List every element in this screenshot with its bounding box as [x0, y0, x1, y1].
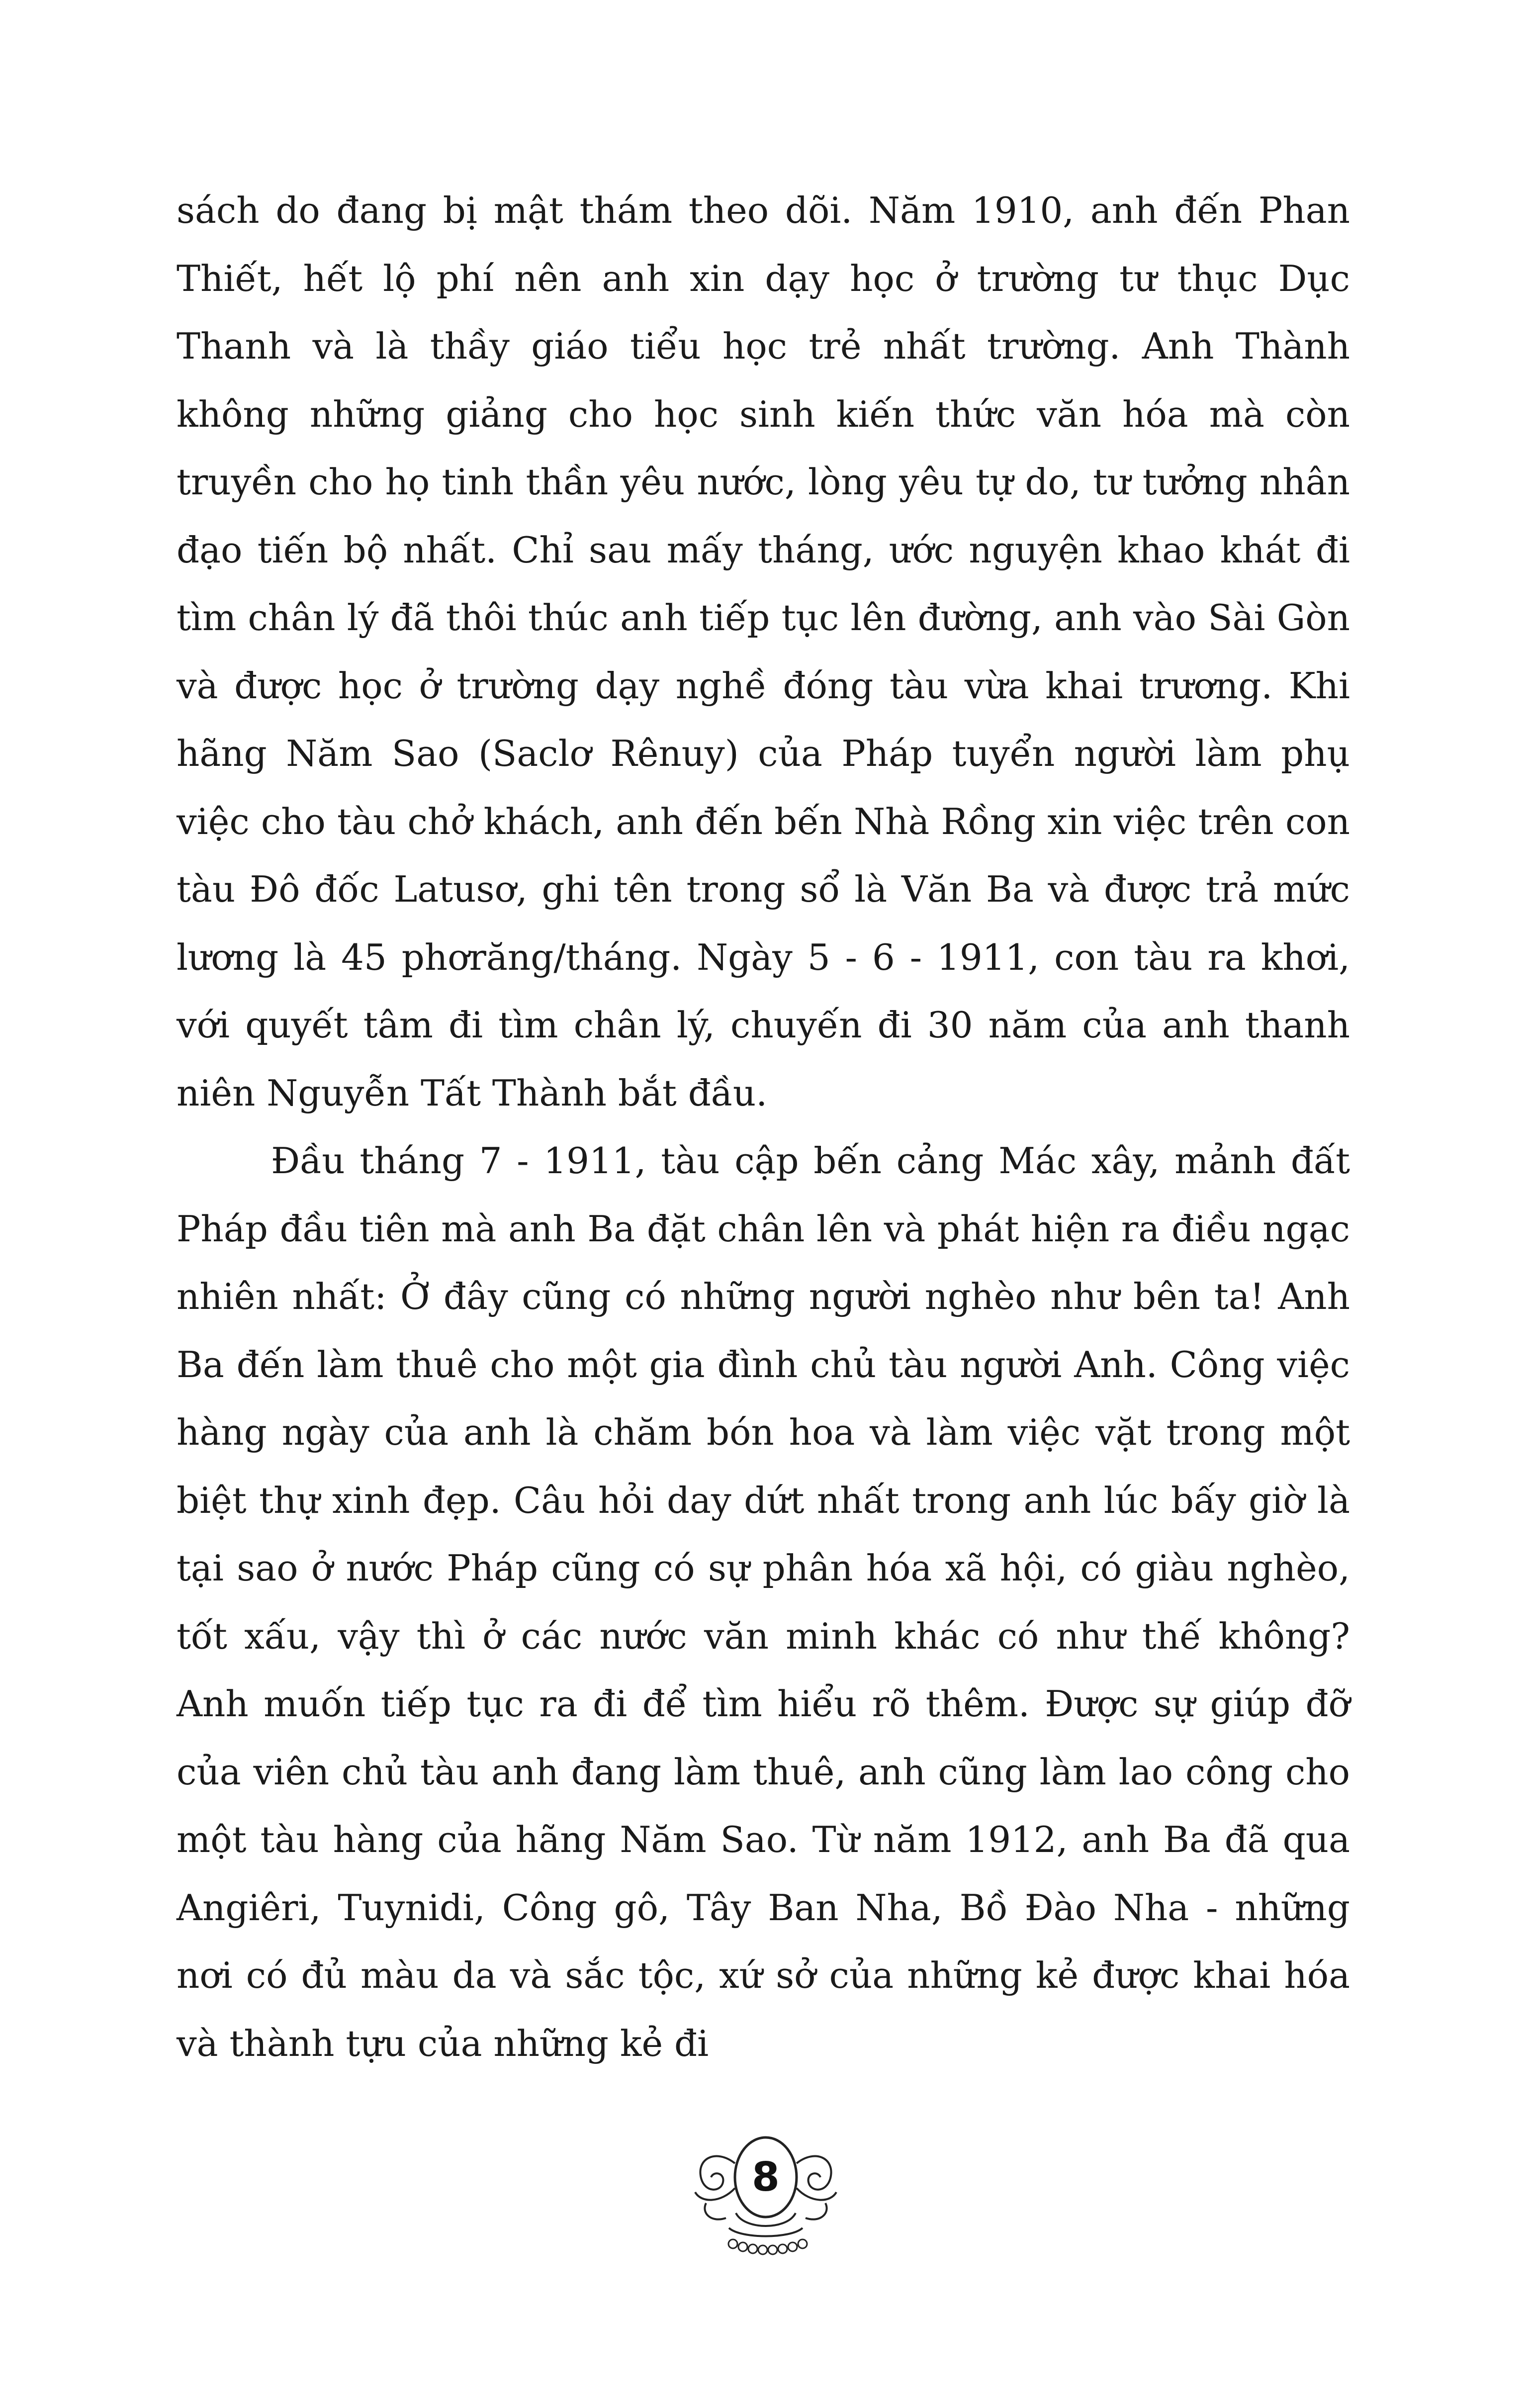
paragraph-2: Đầu tháng 7 - 1911, tàu cập bến cảng Mác xây, mảnh đất Pháp đầu tiên mà anh Ba đặt chân lên và phát hiện ra điều ngạc nhiên nhất: Ở đây cũng có những người nghèo như bên ta! Anh Ba đến làm thuê cho một gia đình chủ tàu người Anh. Công việc hàng ngày của anh là chăm bón hoa và làm việc vặt trong một biệt thự xinh đẹp. Câu hỏi day dứt nhất trong anh lúc bấy giờ là tại sao ở nước Pháp cũng có sự phân hóa xã hội, có giàu nghèo, tốt xấu, vậy thì ở các nước văn minh khác có như thế không? Anh muốn tiếp tục ra đi để tìm hiểu rõ thêm. Được sự giúp đỡ của viên chủ tàu anh đang làm thuê, anh cũng làm lao công cho một tàu hàng của hãng Năm Sao. Từ năm 1912, anh Ba đã qua Angiêri, Tuynidi, Công gô, Tây Ban Nha, Bồ Đào Nha - những nơi có đủ màu da và sắc tộc, xứ sở của những kẻ được khai hóa và thành tựu của những kẻ đi	[177, 1140, 1350, 2064]
paragraph-1: sách do đang bị mật thám theo dõi. Năm 1910, anh đến Phan Thiết, hết lộ phí nên anh xin dạy học ở trường tư thục Dục Thanh và là thầy giáo tiểu học trẻ nhất trường. Anh Thành không những giảng cho học sinh kiến thức văn hóa mà còn truyền cho họ tinh thần yêu nước, lòng yêu tự do, tư tưởng nhân đạo tiến bộ nhất. Chỉ sau mấy tháng, ước nguyện khao khát đi tìm chân lý đã thôi thúc anh tiếp tục lên đường, anh vào Sài Gòn và được học ở trường dạy nghề đóng tàu vừa khai trương. Khi hãng Năm Sao (Saclơ Rênuy) của Pháp tuyển người làm phụ việc cho tàu chở khách, anh đến bến Nhà Rồng xin việc trên con tàu Đô đốc Latusơ, ghi tên trong sổ là Văn Ba và được trả mức lương là 45 phơrăng/tháng. Ngày 5 - 6 - 1911, con tàu ra khơi, với quyết tâm đi tìm chân lý, chuyến đi 30 năm của anh thanh niên Nguyễn Tất Thành bắt đầu.	[177, 189, 1350, 1114]
page-number: 8	[752, 2154, 780, 2200]
page-footer	[681, 2129, 850, 2263]
body-text	[177, 177, 1350, 2077]
